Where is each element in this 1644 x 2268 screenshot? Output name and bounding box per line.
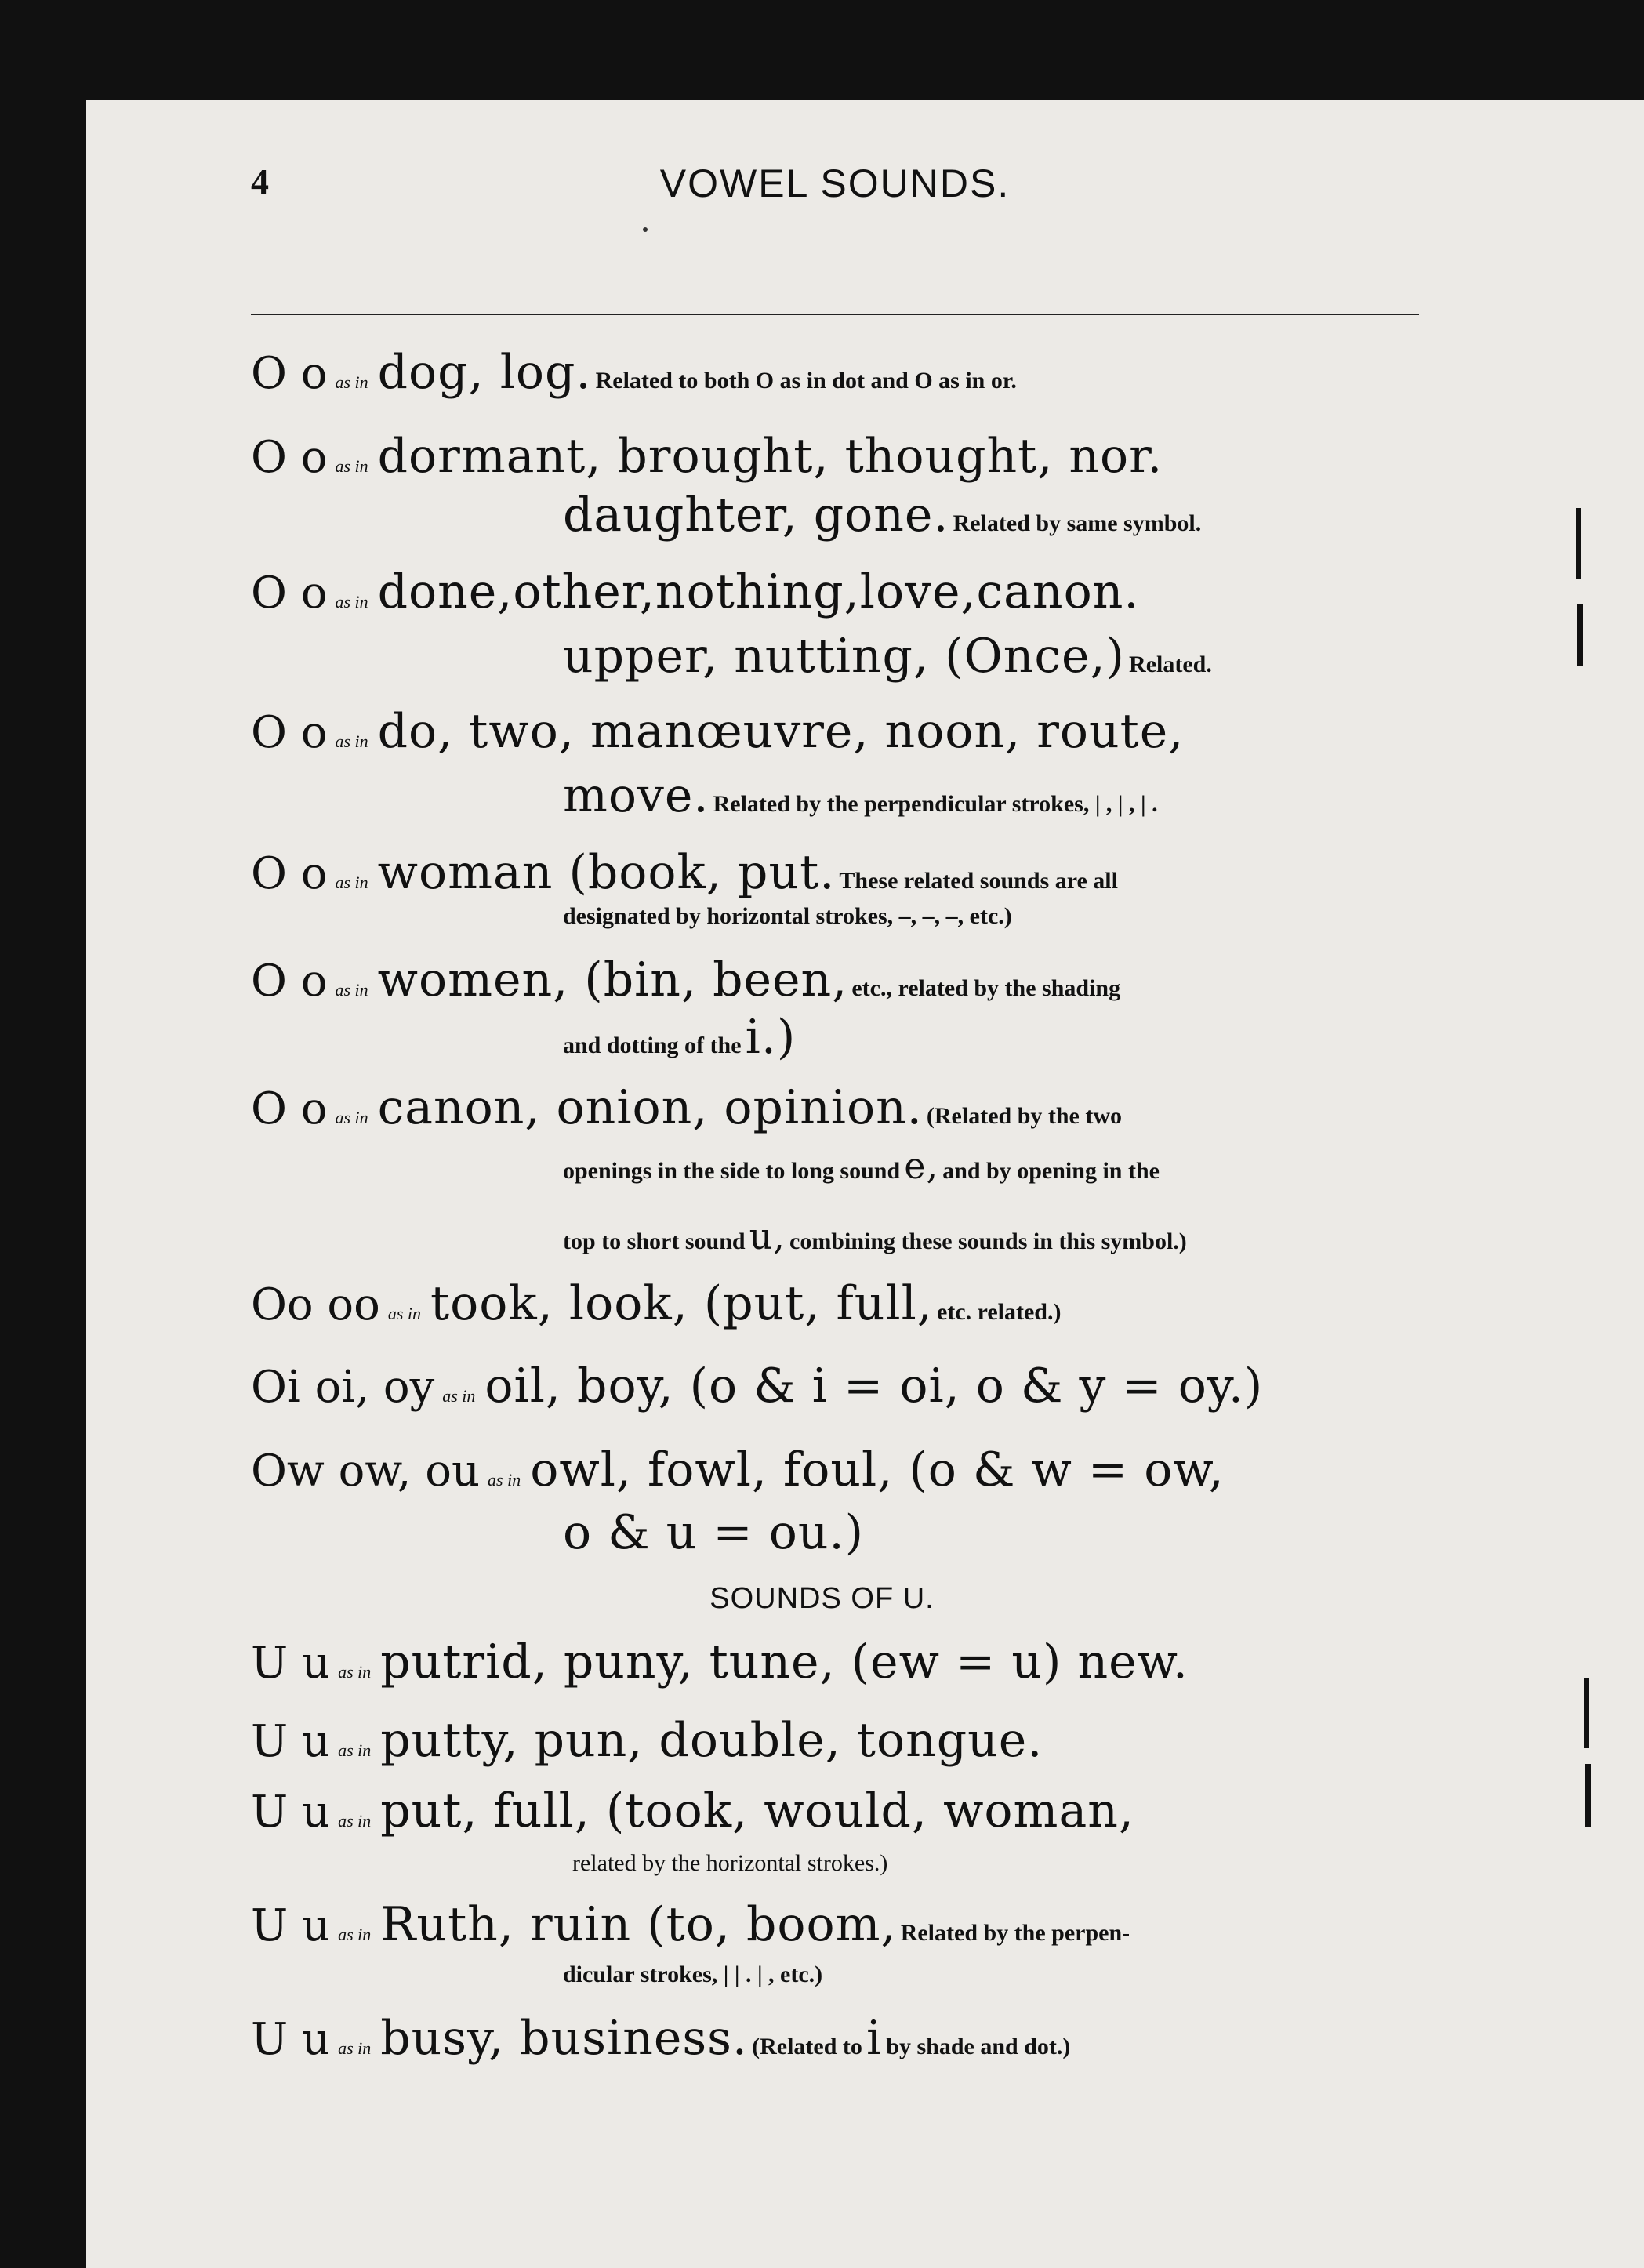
- page-header: [251, 161, 1419, 208]
- page-number: 4: [251, 161, 269, 201]
- page-title: VOWEL SOUNDS.: [659, 161, 1011, 205]
- as-in-label: as in: [335, 873, 368, 892]
- relation-note: dicular strokes, | | . | , etc.): [563, 1961, 823, 1987]
- example-words: i.): [745, 1010, 797, 1065]
- example-words: daughter, gone.: [563, 488, 949, 543]
- vowel-symbol: O o: [251, 707, 328, 758]
- entry-line: [251, 953, 1120, 1007]
- as-in-label: as in: [387, 1304, 422, 1323]
- vowel-symbol: U u: [251, 1900, 331, 1951]
- entry-continuation: [563, 768, 1158, 823]
- example-words: u,: [749, 1215, 786, 1257]
- entry-continuation: [572, 1850, 887, 1877]
- example-words: dog, log.: [377, 345, 592, 400]
- entry-line: [251, 1784, 1134, 1838]
- vowel-symbol: Oo oo: [251, 1279, 380, 1330]
- example-words: put, full, (took, would, woman,: [380, 1784, 1134, 1838]
- example-words: upper, nutting, (Once,): [563, 629, 1125, 684]
- relation-note: Related by the perpen-: [900, 1920, 1130, 1946]
- as-in-label: as in: [338, 1811, 372, 1831]
- as-in-label: as in: [335, 1108, 368, 1127]
- margin-mark: [1584, 1678, 1589, 1748]
- example-words: Ruth, ruin (to, boom,: [380, 1897, 897, 1952]
- relation-note: by shade and dot.): [886, 2034, 1071, 2059]
- vowel-symbol: O o: [251, 848, 328, 899]
- relation-note: and dotting of the: [563, 1032, 742, 1058]
- as-in-label: as in: [442, 1386, 476, 1406]
- entry-line: [251, 345, 1017, 400]
- relation-note: and by opening in the: [942, 1158, 1160, 1184]
- relation-note: Related.: [1129, 651, 1212, 677]
- vowel-symbol: Ow ow, ou: [251, 1446, 481, 1497]
- vowel-symbol: O o: [251, 1083, 328, 1134]
- as-in-label: as in: [338, 1662, 372, 1682]
- example-words: canon, onion, opinion.: [377, 1080, 923, 1135]
- entry-line: [251, 1713, 1043, 1768]
- margin-mark: [1577, 604, 1583, 666]
- vowel-symbol: O o: [251, 956, 328, 1007]
- entry-line: [251, 704, 1184, 759]
- vowel-symbol: O o: [251, 348, 328, 399]
- as-in-label: as in: [338, 1740, 372, 1760]
- relation-note: Related to both O as in dot and O as in or.: [595, 368, 1017, 394]
- entry-continuation: [563, 1215, 1187, 1257]
- relation-note: etc., related by the shading: [851, 975, 1121, 1001]
- entry-line: [251, 845, 1118, 900]
- entry-line: [251, 1276, 1061, 1331]
- entry-line: [251, 1080, 1122, 1135]
- entry-line: [251, 1442, 1225, 1497]
- entry-continuation: [563, 1010, 796, 1065]
- relation-note: These related sounds are all: [839, 868, 1118, 894]
- relation-note: Related by the perpendicular strokes, | , | , | .: [713, 791, 1158, 817]
- relation-note: designated by horizontal strokes, –, –, –, etc.): [563, 903, 1012, 929]
- example-words: owl, fowl, foul, (o & w = ow,: [530, 1442, 1225, 1497]
- section-heading: SOUNDS OF U.: [709, 1582, 935, 1615]
- relation-note: top to short sound: [563, 1228, 746, 1254]
- entry-continuation: [563, 1505, 864, 1560]
- example-words: dormant, brought, thought, nor.: [377, 429, 1163, 484]
- relation-note: Related by same symbol.: [953, 510, 1202, 536]
- entry-line: [251, 564, 1139, 619]
- example-words: i: [866, 2011, 883, 2066]
- example-words: e,: [904, 1145, 939, 1187]
- relation-note: etc. related.): [936, 1299, 1062, 1325]
- as-in-label: as in: [335, 456, 368, 476]
- as-in-label: as in: [335, 731, 368, 751]
- vowel-symbol: U u: [251, 2014, 331, 2065]
- margin-mark: [1585, 1764, 1591, 1827]
- vowel-symbol: O o: [251, 568, 328, 619]
- as-in-label: as in: [488, 1470, 521, 1490]
- example-words: oil, boy, (o & i = oi, o & y = oy.): [484, 1359, 1264, 1413]
- entry-continuation: [563, 1961, 822, 1988]
- example-words: women, (bin, been,: [377, 953, 848, 1007]
- example-words: o & u = ou.): [563, 1505, 864, 1560]
- example-words: move.: [563, 768, 709, 823]
- entry-line: [251, 429, 1163, 484]
- entry-continuation: [563, 903, 1012, 930]
- example-words: do, two, manœuvre, noon, route,: [377, 704, 1185, 759]
- entry-line: [251, 1359, 1263, 1413]
- header-rule: [251, 314, 1419, 315]
- example-words: putrid, puny, tune, (ew = u) new.: [380, 1635, 1189, 1689]
- vowel-symbol: O o: [251, 432, 328, 483]
- entry-continuation: [563, 1145, 1160, 1187]
- vowel-symbol: U u: [251, 1716, 331, 1767]
- vowel-symbol: U u: [251, 1638, 331, 1689]
- entry-line: [251, 1635, 1189, 1689]
- example-words: took, look, (put, full,: [430, 1276, 933, 1331]
- as-in-label: as in: [335, 980, 368, 1000]
- as-in-label: as in: [338, 1925, 372, 1944]
- example-words: woman (book, put.: [377, 845, 836, 900]
- example-words: done,other,nothing,love,canon.: [377, 564, 1140, 619]
- as-in-label: as in: [338, 2038, 372, 2058]
- entry-continuation: [563, 488, 1201, 543]
- relation-note: related by the horizontal strokes.): [572, 1850, 888, 1876]
- relation-note: combining these sounds in this symbol.): [789, 1228, 1187, 1254]
- relation-note: (Related to: [752, 2034, 862, 2059]
- relation-note: openings in the side to long sound: [563, 1158, 901, 1184]
- as-in-label: as in: [335, 592, 368, 611]
- example-words: busy, business.: [380, 2011, 748, 2066]
- entry-continuation: [563, 629, 1212, 684]
- entry-line: [251, 1897, 1130, 1952]
- vowel-symbol: U u: [251, 1787, 331, 1838]
- speck: [643, 227, 648, 232]
- example-words: putty, pun, double, tongue.: [380, 1713, 1043, 1768]
- relation-note: (Related by the two: [926, 1103, 1123, 1129]
- margin-mark: [1576, 508, 1581, 579]
- vowel-symbol: Oi oi, oy: [251, 1362, 435, 1413]
- as-in-label: as in: [335, 372, 368, 392]
- entry-line: [251, 2011, 1070, 2066]
